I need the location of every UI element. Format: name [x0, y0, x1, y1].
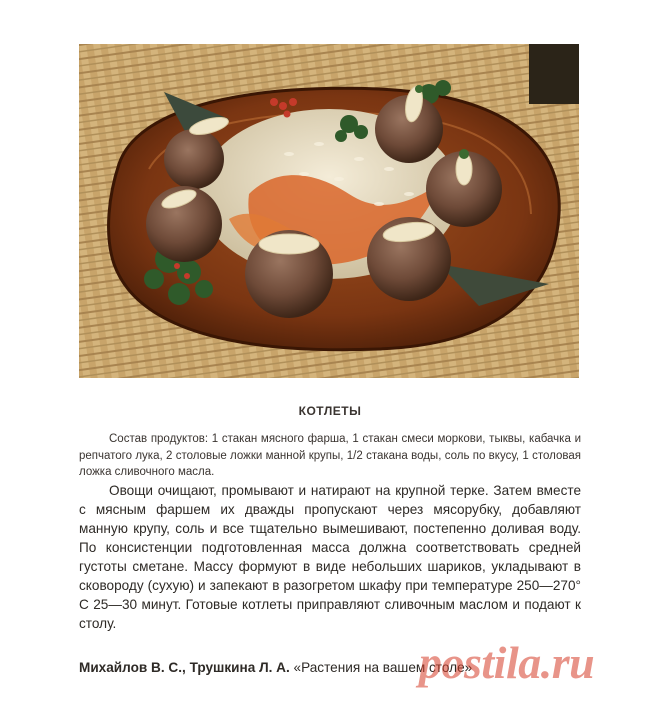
- dish-illustration: [79, 44, 579, 378]
- dish-photo: [79, 44, 579, 378]
- recipe-title: КОТЛЕТЫ: [298, 404, 362, 418]
- mat-dark-corner: [529, 44, 579, 104]
- source-book-title: «Растения на вашем столе»: [293, 660, 473, 675]
- recipe-ingredients: Состав продуктов: 1 стакан мясного фарша, 1 стакан смеси моркови, тыквы, кабачка и репчатого лука, 2 столовые ложки манной крупы, 1/2 стакана воды, соль по вкусу, 1 столовая ложка сливочного масла.: [79, 433, 581, 478]
- source-authors: Михайлов В. С., Трушкина Л. А.: [79, 660, 290, 675]
- site-watermark: postila.ru: [419, 637, 595, 688]
- recipe-method: Овощи очищают, промывают и натирают на крупной терке. Затем вместе с мясным фаршем их дважды пропускают через мясорубку, добавляют манную крупу, соль и все тщательно вымешивают, постепенно доливая воду. По консистенции подготовленная масса должна соответствовать средней густоты сметане. Массу формуют в виде небольших шариков, укладывают в сковороду (сухую) и запекают в разогретом шкафу при температуре 250—270° С 25—30 минут. Готовые котлеты приправляют сливочным маслом и подают к столу.: [79, 483, 581, 631]
